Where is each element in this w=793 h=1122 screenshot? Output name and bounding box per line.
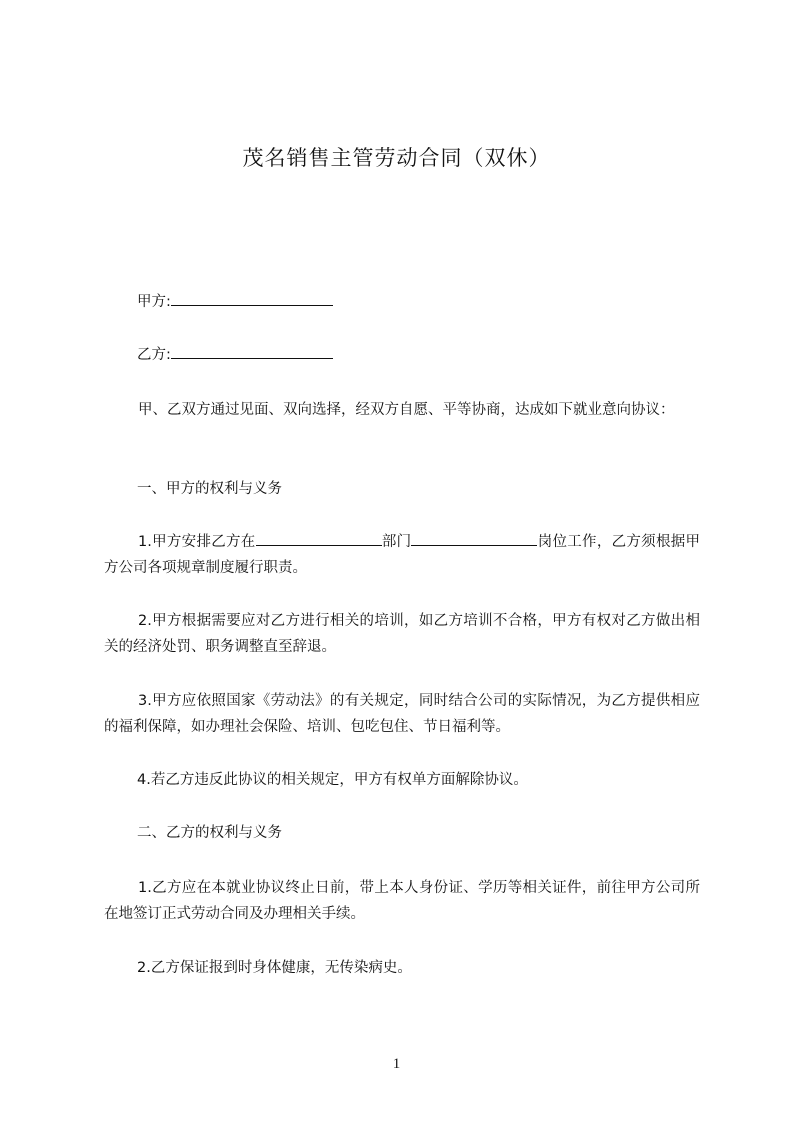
s1-item1-prefix: 1.甲方安排乙方在: [138, 534, 256, 550]
party-b-label: 乙方:: [137, 347, 171, 363]
section1-item2: 2.甲方根据需要应对乙方进行相关的培训，如乙方培训不合格，甲方有权对乙方做出相关的经济处罚、职务调整直至辞退。: [104, 613, 700, 655]
section1-item3: 3.甲方应依照国家《劳动法》的有关规定，同时结合公司的实际情况，为乙方提供相应的福利保障，如办理社会保险、培训、包吃包住、节日福利等。: [104, 693, 700, 735]
section2-item1: 1.乙方应在本就业协议终止日前，带上本人身份证、学历等相关证件，前往甲方公司所在地签订正式劳动合同及办理相关手续。: [104, 880, 700, 922]
document-title: 茂名销售主管劳动合同（双休）: [242, 146, 551, 170]
party-b-blank: [171, 343, 333, 359]
section2-item2: 2.乙方保证报到时身体健康，无传染病史。: [137, 960, 412, 976]
section1-heading: 一、甲方的权利与义务: [137, 481, 282, 497]
s1-item1-middle: 部门: [381, 534, 412, 550]
s1-item1-suffix: 岗位工作，乙方须根据甲方公司各项规章制度履行职责。: [104, 534, 700, 576]
party-a-line: [137, 290, 333, 314]
position-blank: [411, 530, 537, 546]
section2-heading: 二、乙方的权利与义务: [137, 825, 282, 841]
department-blank: [256, 530, 382, 546]
section1-item1: [104, 529, 700, 581]
party-a-blank: [171, 290, 333, 306]
party-a-label: 甲方:: [137, 294, 171, 310]
party-b-line: [137, 343, 333, 367]
section1-item4: 4.若乙方违反此协议的相关规定，甲方有权单方面解除协议。: [137, 772, 528, 788]
intro-paragraph: 甲、乙双方通过见面、双向选择，经双方自愿、平等协商，达成如下就业意向协议：: [138, 402, 675, 418]
page-number: 1: [392, 1056, 401, 1072]
